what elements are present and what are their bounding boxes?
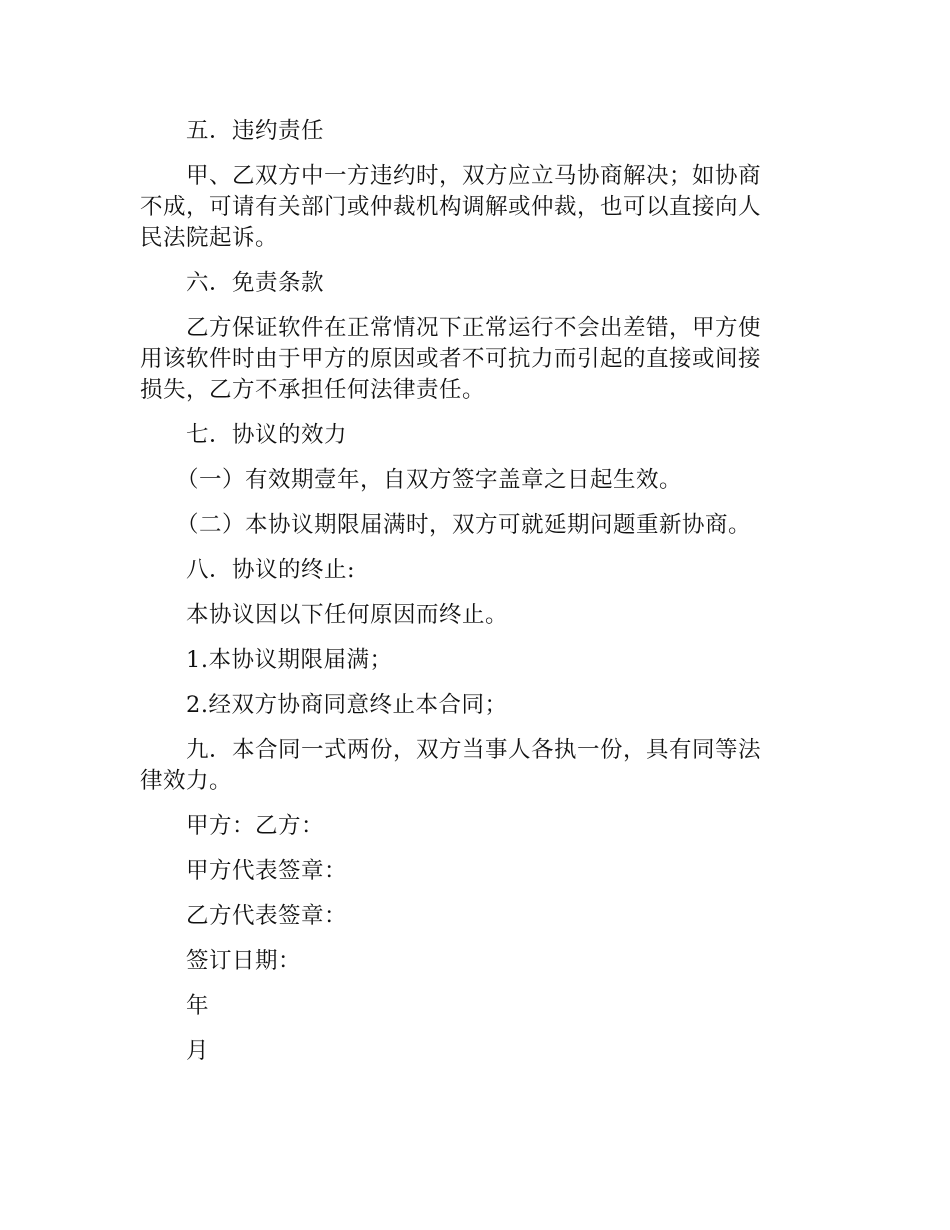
section-heading-validity — [140, 420, 816, 451]
section-heading-breach-liability — [140, 116, 816, 147]
paragraph-line: 甲、乙双方中一方违约时，双方应立马协商解决；如协商 — [186, 163, 762, 189]
heading-text: 八．协议的终止: — [186, 557, 356, 583]
date-label: 年 — [186, 993, 210, 1019]
signature-label: 乙方代表签章： — [186, 903, 348, 929]
paragraph-disclaimer — [140, 313, 816, 406]
heading-text: 六．免责条款 — [186, 270, 325, 296]
heading-text: 五．违约责任 — [186, 118, 325, 144]
signature-party-b-rep — [140, 901, 816, 932]
signature-label: 签订日期： — [186, 948, 302, 974]
paragraph-line: 损失，乙方不承担任何法律责任。 — [140, 377, 486, 403]
heading-text: 七．协议的效力 — [186, 422, 348, 448]
paragraph-termination — [140, 600, 816, 631]
list-item-text: （二）本协议期限届满时，双方可就延期问题重新协商。 — [176, 512, 752, 538]
paragraph-line: 乙方保证软件在正常情况下正常运行不会出差错，甲方使 — [186, 315, 762, 341]
list-item-text: 1.本协议期限届满； — [186, 647, 393, 673]
signature-party-a-rep — [140, 856, 816, 887]
paragraph-line: 用该软件时由于甲方的原因或者不可抗力而引起的直接或间接 — [140, 346, 762, 372]
list-item-validity-2 — [140, 510, 816, 541]
signature-label: 甲方：乙方： — [186, 813, 325, 839]
list-item-termination-1 — [140, 645, 816, 676]
date-month — [140, 1036, 816, 1067]
signature-label: 甲方代表签章： — [186, 858, 348, 884]
section-heading-termination — [140, 555, 816, 586]
list-item-termination-2 — [140, 690, 816, 721]
date-year — [140, 991, 816, 1022]
list-item-text: 2.经双方协商同意终止本合同； — [186, 692, 508, 718]
paragraph-breach-liability — [140, 161, 816, 254]
paragraph-line: 九．本合同一式两份，双方当事人各执一份，具有同等法 — [186, 737, 762, 763]
section-heading-disclaimer — [140, 268, 816, 299]
paragraph-text: 本协议因以下任何原因而终止。 — [186, 602, 509, 628]
paragraph-line: 民法院起诉。 — [140, 225, 279, 251]
list-item-text: （一）有效期壹年，自双方签字盖章之日起生效。 — [176, 467, 683, 493]
document-page — [140, 112, 816, 1067]
list-item-validity-1 — [140, 465, 816, 496]
date-label: 月 — [186, 1038, 210, 1064]
paragraph-line: 律效力。 — [140, 768, 233, 794]
paragraph-copies — [140, 735, 816, 797]
paragraph-line: 不成，可请有关部门或仲裁机构调解或仲裁，也可以直接向人 — [140, 194, 762, 220]
signature-parties — [140, 811, 816, 842]
signing-date — [140, 946, 816, 977]
